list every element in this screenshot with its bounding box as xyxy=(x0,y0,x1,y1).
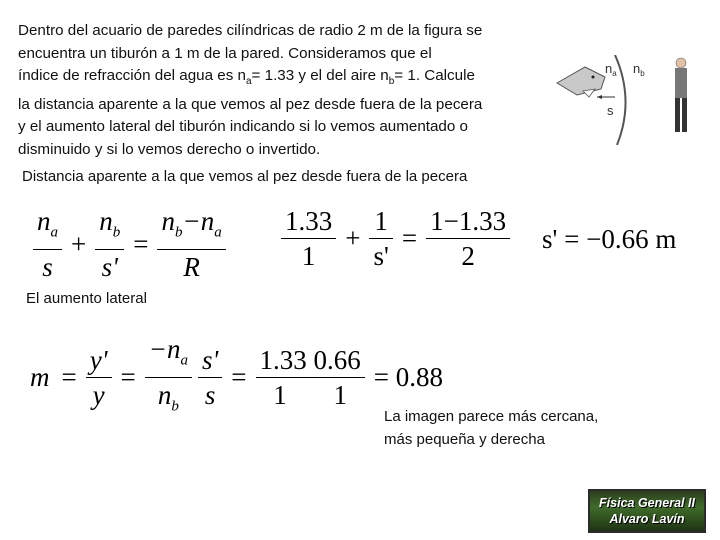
substituted-equation: $\frac{1.33}{1}$ + $\frac{1}{s'}$ = $\frac{1-1.33}{2}$ xyxy=(278,204,513,273)
problem-line-1: Dentro del acuario de paredes cilíndricas de radio 2 m de la figura se xyxy=(18,22,483,39)
refraction-equation: $\frac{n_a}{s}$ + $\frac{n_b}{s'}$ = $\frac{n_b-n_a}{R}$ xyxy=(30,204,229,284)
problem-line-5: y el aumento lateral del tiburón indicando si lo vemos aumentado o xyxy=(18,118,468,136)
shark-illustration xyxy=(557,67,605,97)
problem-statement xyxy=(18,20,518,161)
section-title-lateral-magnification: El aumento lateral xyxy=(26,290,147,307)
logo-author-name: Alvaro Lavín xyxy=(609,512,685,526)
aquarium-figure xyxy=(555,55,695,145)
magnification-equation: m = $\frac{y'}{y}$ = $\frac{-n_a}{n_b}$ $\frac{s'}{s}$ = $\frac{1.33 0.66}{1 1}$ = 0.88 xyxy=(30,334,443,415)
problem-line-3: índice de refracción del agua es $n_a= 1.33$ y el del aire $n_b= 1$. Calcule xyxy=(18,67,475,88)
conclusion-line-1: La imagen parece más cercana, xyxy=(384,408,599,425)
label-s: s xyxy=(607,103,614,118)
apparent-distance-result: s' = −0.66 m xyxy=(542,224,677,254)
problem-line-2: encuentra un tiburón a 1 m de la pared. Consideramos que el xyxy=(18,44,432,62)
conclusion-line-2: más pequeña y derecha xyxy=(384,431,545,448)
course-logo xyxy=(588,489,706,533)
label-nb: $n_b$ xyxy=(633,61,645,78)
logo-course-name: Física General II xyxy=(599,496,695,510)
problem-line-4: la distancia aparente a la que vemos al pez desde fuera de la pecera xyxy=(18,95,483,113)
conclusion-text xyxy=(384,405,598,451)
problem-line-6: disminuido y si lo vemos derecho o invertido. xyxy=(18,140,321,158)
label-na: $n_a$ xyxy=(605,61,617,78)
section-title-apparent-distance: Distancia aparente a la que vemos al pez desde fuera de la pecera xyxy=(22,168,468,185)
person-illustration xyxy=(675,58,687,132)
